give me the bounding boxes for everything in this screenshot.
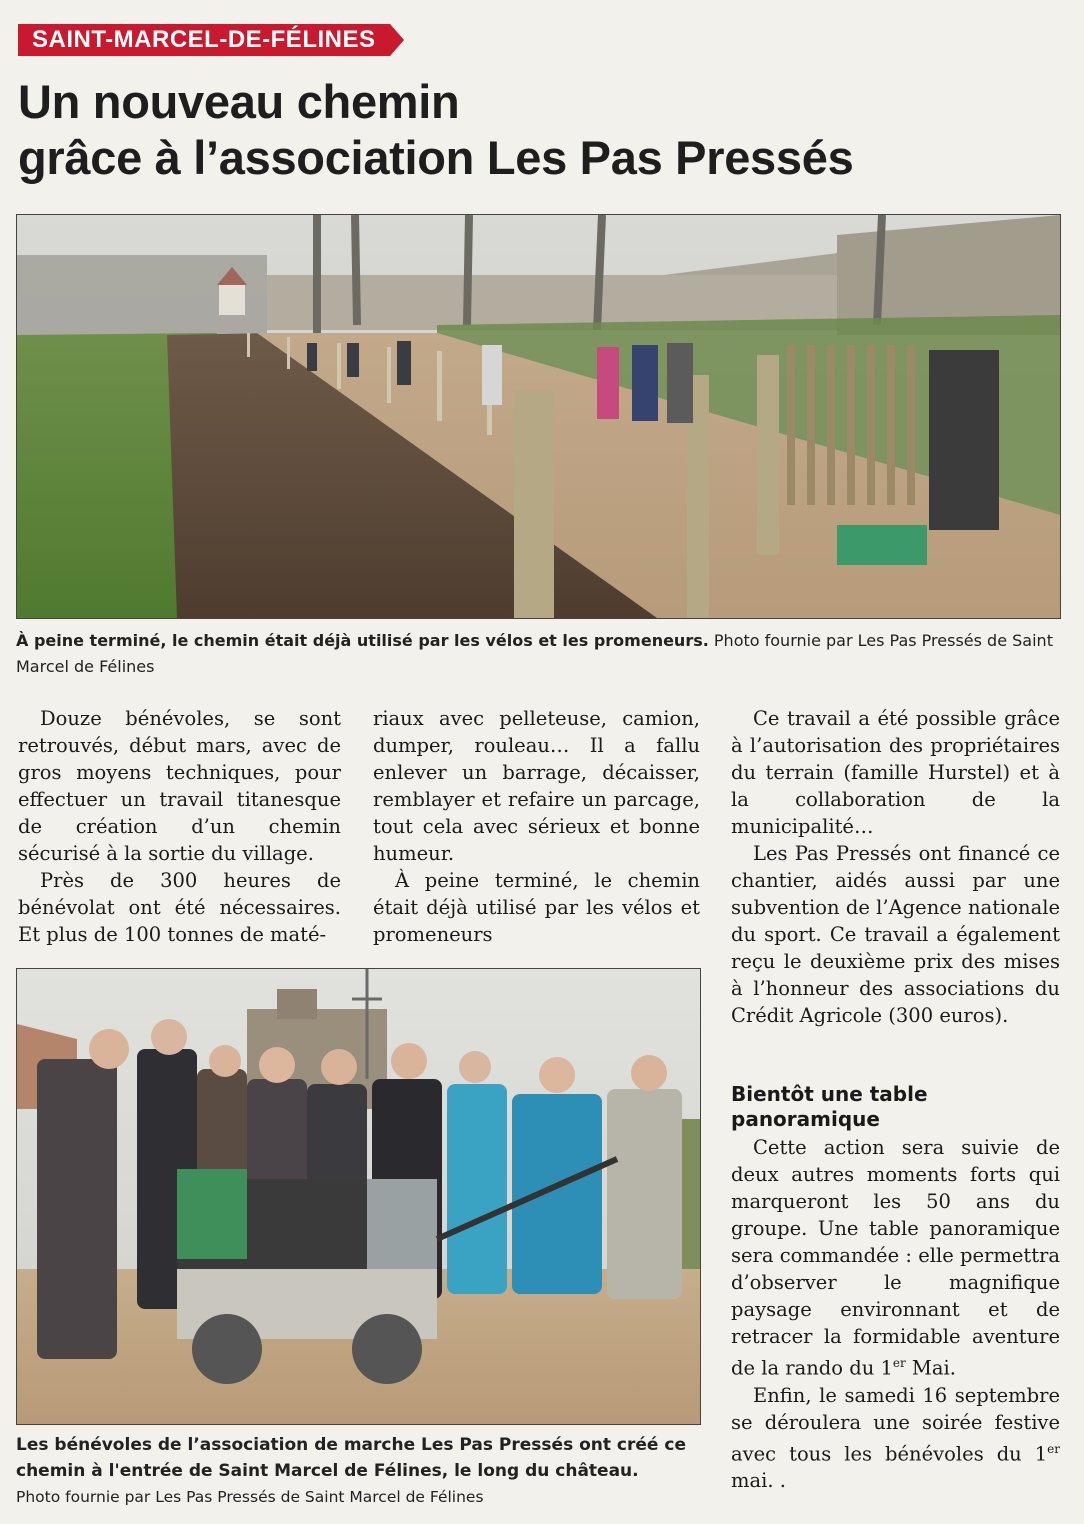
headline-line-2: grâce à l’association Les Pas Pressés [18, 131, 854, 184]
article-paragraph: Les Pas Pressés ont financé ce chantier, aidés aussi par une subvention de l’Agence nationale du sport. Ce travail a également reçu le deuxième prix des mises à l’honneur des associations du Crédit Agricole (300 euros). [731, 842, 1060, 1027]
paragraph-text: Enfin, le samedi 16 septembre se déroulera une soirée festive avec tous les bénévoles du 1 [731, 1383, 1060, 1465]
ordinal-superscript: er [1047, 1441, 1060, 1456]
photo-2-caption-credit: Photo fournie par Les Pas Pressés de Saint Marcel de Félines [16, 1488, 484, 1506]
article-paragraph [731, 1134, 1060, 1382]
photo-volunteers-group [16, 968, 701, 1425]
paragraph-text: Cette action sera suivie de deux autres moments forts qui marqueront les 50 ans du groupe. Une table panoramique sera commandée : elle permettra d’observer le magnifique paysage environnant et de retracer la formidable aventure de la rando du 1 [731, 1136, 1060, 1380]
article-paragraph: Ce travail a été possible grâce à l’autorisation des propriétaires du terrain (famille Hurstel) et à la collaboration de la municipalité… [731, 707, 1060, 838]
photo-path-walkers-image [17, 215, 1060, 618]
photo-volunteers-caption [16, 1432, 716, 1510]
article-paragraph: À peine terminé, le chemin était déjà utilisé par les vélos et promeneurs [373, 869, 700, 946]
headline-line-1: Un nouveau chemin [18, 75, 460, 128]
photo-1-caption-bold: À peine terminé, le chemin était déjà utilisé par les vélos et les promeneurs. [16, 631, 709, 650]
photo-volunteers-group-image [17, 969, 700, 1424]
photo-path-walkers [16, 214, 1061, 619]
section-kicker [18, 24, 390, 56]
article-column-2 [373, 705, 700, 948]
article-paragraph: riaux avec pelleteuse, camion, dumper, rouleau… Il a fallu enlever un barrage, décaisser, remblayer et refaire un parcage, tout cela avec sérieux et bonne humeur. [373, 707, 700, 865]
headline [18, 74, 1068, 186]
ordinal-superscript: er [892, 1356, 906, 1370]
paragraph-text-end: Mai. [905, 1356, 956, 1380]
article-column-1 [18, 705, 341, 948]
article-paragraph: Douze bénévoles, se sont retrouvés, début mars, avec de gros moyens techniques, pour effectuer un travail titanesque de création d’un chemin sécurisé à la sortie du village. [18, 707, 341, 865]
article-paragraph: Près de 300 heures de bénévolat ont été nécessaires. Et plus de 100 tonnes de maté- [18, 869, 341, 946]
photo-path-walkers-caption [16, 628, 1066, 680]
kicker-label: SAINT-MARCEL-DE-FÉLINES [18, 24, 390, 56]
photo-2-caption-bold: Les bénévoles de l’association de marche Les Pas Pressés ont créé ce chemin à l'entrée de Saint Marcel de Félines, le long du château. [16, 1435, 686, 1481]
photo-1-caption-credit: Photo fournie par Les Pas Pressés de Saint Marcel de Félines [16, 631, 1053, 676]
article-column-3 [731, 705, 1060, 1029]
article-column-3-continued [731, 1134, 1060, 1494]
paragraph-text-end: mai. . [731, 1469, 786, 1492]
article-paragraph [731, 1382, 1060, 1495]
article-subheading: Bientôt une table panoramique [731, 1082, 928, 1131]
